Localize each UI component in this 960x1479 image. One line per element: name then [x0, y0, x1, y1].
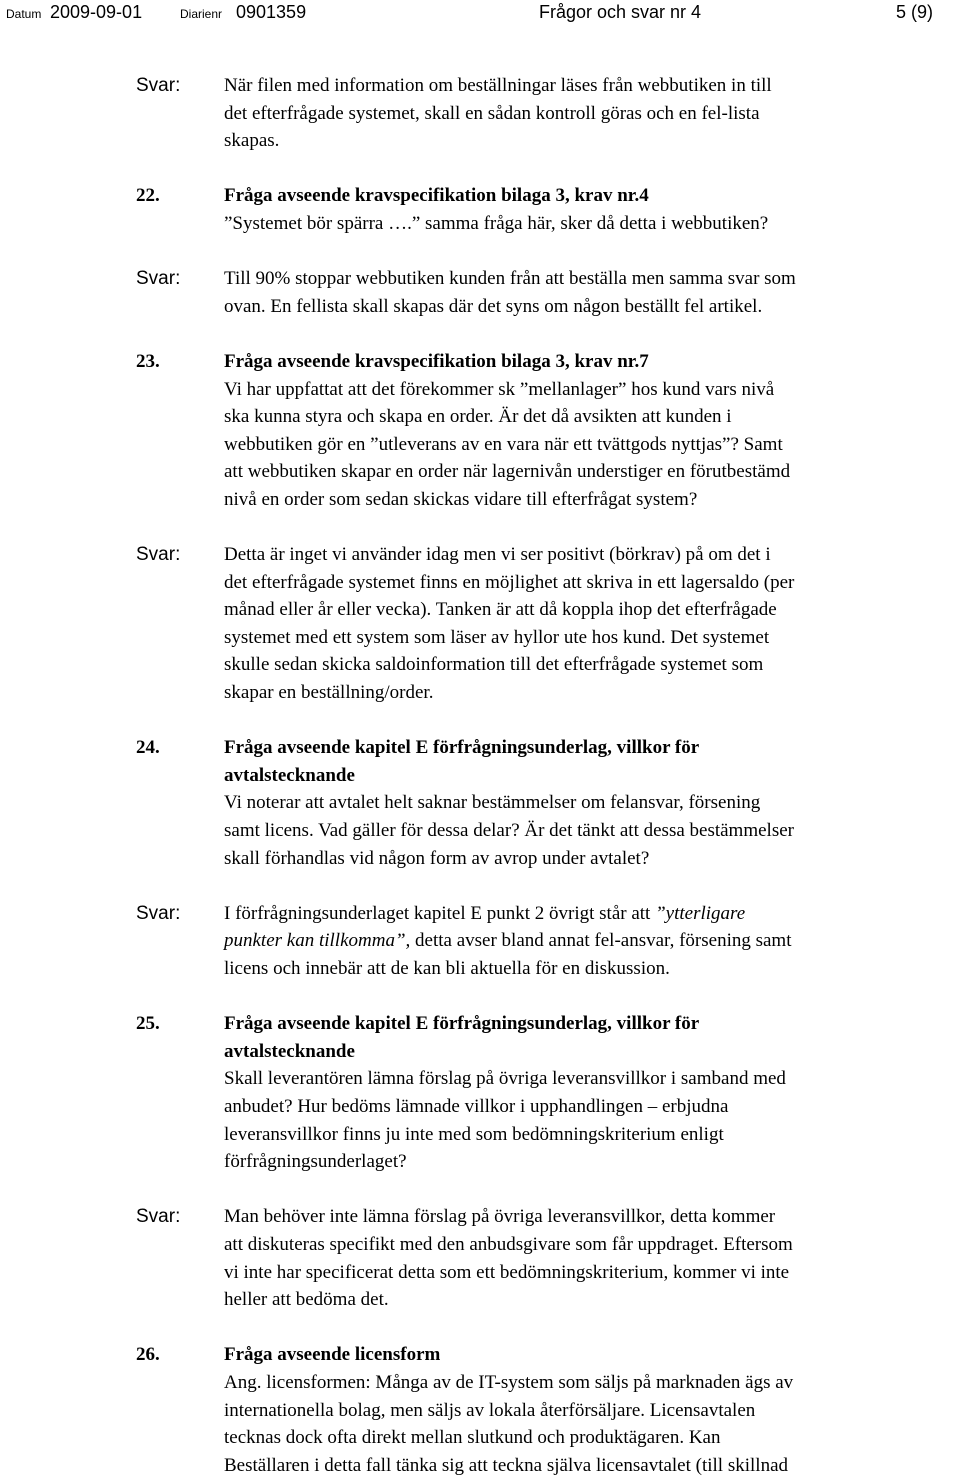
svar-label: Svar: [136, 75, 181, 96]
question-title: Fråga avseende kapitel E förfrågningsunderlag, villkor för [224, 1013, 700, 1035]
datum-label: Datum [6, 7, 42, 21]
question-block [0, 348, 960, 514]
question-title: Fråga avseende kravspecifikation bilaga 3, krav nr.7 [224, 350, 649, 372]
answer-text: Man behöver inte lämna förslag på övriga leveransvillkor, detta kommer att diskuteras specifikt med den anbudsgivare som får uppdraget. Eftersom vi inte har specificerat detta som ett bedömningskriterium, kommer vi inte heller att bedöma det. [224, 1206, 793, 1311]
answer-block [0, 1203, 960, 1313]
question-title: avtalstecknande [224, 1040, 355, 1062]
svar-label: Svar: [136, 544, 181, 566]
question-block [0, 1010, 960, 1176]
diarienr-label: Diarienr [180, 7, 223, 21]
question-text: Fråga avseende kravspecifikation bilaga 3, krav nr.7 Vi har uppfattat att det förekommer sk ”mellanlager” hos kund vars nivå ska kunna styra och skapa en order. Är det då avsikten att kunden i webbutiken gör en ”utleverans av en vara när ett tvättgods nyttjas”? Samt att webbutiken skapar en order när lagernivån understiger en förutbestämd nivå en order som sedan skickas vidare till efterfrågat system? [224, 348, 946, 514]
page-number: 5 (9) [896, 2, 934, 22]
answer-block [0, 265, 960, 320]
quoted-phrase: ”ytterligare [655, 902, 746, 924]
diarienr-value: 0901359 [236, 2, 307, 22]
question-text: Fråga avseende kapitel E förfrågningsunderlag, villkor för avtalstecknande Skall leverantören lämna förslag på övriga leveransvillkor i samband med anbudet? Hur bedöms lämnade villkor i upphandlingen – erbjudna leveransvillkor finns ju inte med som bedömningskriterium enligt förfrågningsunderlaget? [224, 1010, 946, 1176]
svar-label: Svar: [136, 1206, 181, 1228]
question-block [0, 1341, 960, 1479]
question-block [0, 182, 960, 237]
svar-label: Svar: [136, 902, 181, 924]
question-title: Fråga avseende kapitel E förfrågningsunderlag, villkor för [224, 737, 700, 759]
question-title: Fråga avseende kravspecifikation bilaga 3, krav nr.4 [224, 185, 649, 207]
header-date: 2009-09-01 [50, 2, 143, 22]
answer-block [0, 541, 960, 707]
question-text: Fråga avseende kapitel E förfrågningsunderlag, villkor för avtalstecknande Vi noterar att avtalet helt saknar bestämmelser om felansvar, försening samt licens. Vad gäller för dessa delar? Är det tänkt att dessa bestämmelser skall förhandlas vid någon form av avrop under avtalet? [224, 734, 946, 872]
quoted-phrase: punkter kan tillkomma”, [224, 930, 411, 952]
question-number: 22. [136, 185, 160, 207]
answer-block [0, 72, 960, 155]
svar-label: Svar: [136, 268, 181, 290]
page-header [0, 0, 960, 30]
answer-text: I förfrågningsunderlaget kapitel E punkt 2 övrigt står att ”ytterligare punkter kan tillkomma”, detta avser bland annat fel-ansvar, försening samt licens och innebär att de kan bli aktuella för en diskussion. [224, 902, 792, 979]
question-title: avtalstecknande [224, 764, 355, 786]
question-title: Fråga avseende licensform [224, 1344, 441, 1366]
question-number: 24. [136, 737, 160, 759]
question-text: Fråga avseende licensform Ang. licensformen: Många av de IT-system som säljs på marknaden ägs av internationella bolag, men säljs av lokala återförsäljare. Licensavtalen tecknas dock ofta direkt mellan slutkund och produktägaren. Kan Beställaren i detta fall tänka sig att teckna själva licensavtalet (till skillnad [224, 1341, 946, 1479]
question-block [0, 734, 960, 872]
question-number: 26. [136, 1344, 160, 1366]
document-body [0, 72, 960, 1479]
answer-text: Detta är inget vi använder idag men vi ser positivt (börkrav) på om det i det efterfrågade systemet finns en möjlighet att skriva in ett lagersaldo (per månad eller år eller vecka). Tanken är att då koppla ihop det efterfrågade systemet med ett system som läser av hyllor ute hos kund. Det systemet skulle sedan skicka saldoinformation till det efterfrågade systemet som skapar en beställning/order. [224, 544, 795, 704]
answer-text: När filen med information om beställningar läses från webbutiken in till det efterfrågade systemet, skall en sådan kontroll göras och en fel-lista skapas. [224, 75, 772, 152]
answer-block [0, 900, 960, 983]
answer-text: Till 90% stoppar webbutiken kunden från att beställa men samma svar som ovan. En fellista skall skapas där det syns om någon beställt fel artikel. [224, 268, 796, 317]
question-number: 23. [136, 350, 160, 372]
question-text: Fråga avseende kravspecifikation bilaga 3, krav nr.4 ”Systemet bör spärra ….” samma fråga här, sker då detta i webbutiken? [224, 182, 946, 237]
document-title: Frågor och svar nr 4 [539, 2, 702, 22]
question-number: 25. [136, 1013, 160, 1035]
